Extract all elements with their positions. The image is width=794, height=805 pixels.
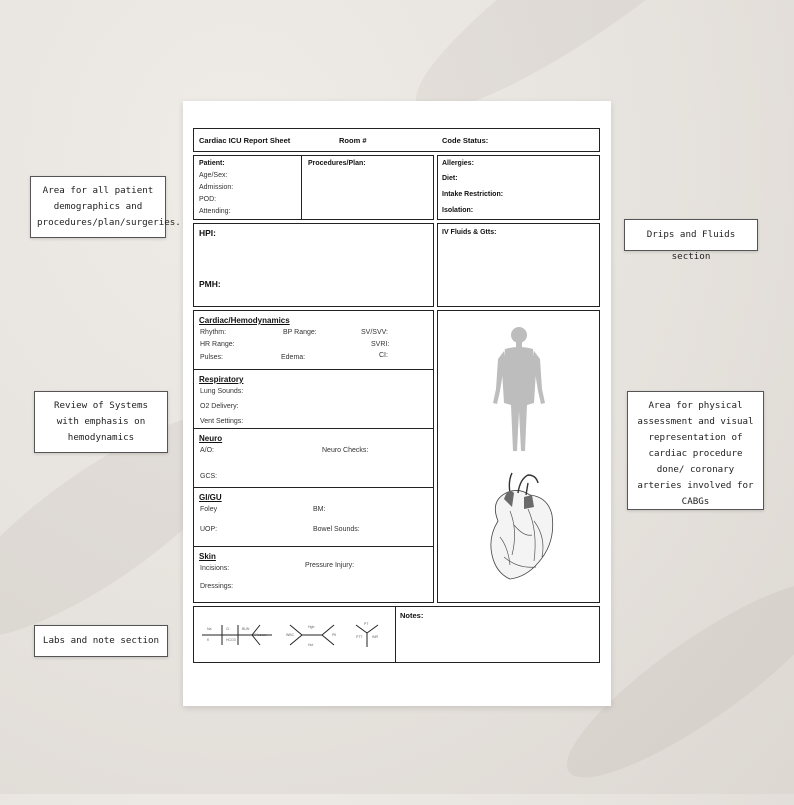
callout-demographics: Area for all patient demographics and procedures/plan/surgeries. (30, 176, 166, 238)
pmh-label: PMH: (199, 279, 221, 289)
code-status-label: Code Status: (442, 136, 489, 145)
foley-label: Foley (200, 506, 218, 513)
uop-label: UOP: (200, 526, 218, 533)
gcs-label: GCS: (200, 473, 218, 480)
header-box (193, 128, 600, 152)
bm-label: BM: (313, 506, 326, 513)
callout-review: Review of Systems with emphasis on hemodynamics (34, 391, 168, 453)
rhythm-label: Rhythm: (200, 329, 227, 336)
divider (194, 369, 433, 370)
lab-fishbone-icon (194, 607, 396, 662)
incisions-label: Incisions: (200, 565, 230, 572)
procedures-label: Procedures/Plan: (308, 160, 366, 167)
lab-wbc: WBC (286, 633, 295, 637)
divider (194, 487, 433, 488)
age-sex-label: Age/Sex: (199, 172, 228, 179)
hr-range-label: HR Range: (200, 341, 235, 348)
sv-svv-label: SV/SVV: (361, 329, 388, 336)
lab-plt: Plt (332, 633, 337, 637)
dressings-label: Dressings: (200, 583, 234, 590)
callout-labs: Labs and note section (34, 625, 168, 657)
vent-settings-label: Vent Settings: (200, 418, 244, 425)
bp-range-label: BP Range: (283, 329, 317, 336)
lab-inr: INR (372, 635, 379, 639)
divider (194, 546, 433, 547)
lab-glucose: Glucose (254, 633, 267, 637)
o2-delivery-label: O2 Delivery: (200, 403, 239, 410)
allergies-label: Allergies: (442, 160, 474, 167)
lab-na: Na (207, 627, 212, 631)
hpi-label: HPI: (199, 228, 216, 238)
patient-label: Patient: (199, 160, 225, 167)
bowel-sounds-label: Bowel Sounds: (313, 526, 360, 533)
gigu-title: GI/GU (199, 493, 222, 502)
labs-box (193, 606, 397, 663)
patient-divider (301, 156, 302, 219)
sheet-title: Cardiac ICU Report Sheet (199, 136, 291, 145)
edema-label: Edema: (281, 354, 306, 361)
callout-physical: Area for physical assessment and visual representation of cardiac procedure done/ coronary arteries involved for CABGs (627, 391, 764, 510)
ci-label: CI: (379, 352, 388, 359)
cardiac-title: Cardiac/Hemodynamics (199, 316, 290, 325)
divider (194, 428, 433, 429)
systems-box (193, 310, 434, 603)
attending-label: Attending: (199, 208, 231, 215)
lab-k: K (207, 638, 210, 642)
respiratory-title: Respiratory (199, 375, 244, 384)
intake-restriction-label: Intake Restriction: (442, 191, 504, 198)
lab-cl: Cl (226, 627, 230, 631)
patient-box (193, 155, 434, 220)
lab-pt: PT (364, 622, 369, 626)
ao-label: A/O: (200, 447, 215, 454)
notes-box (395, 606, 600, 663)
pulses-label: Pulses: (200, 354, 223, 361)
callout-drips: Drips and Fluids section (624, 219, 758, 251)
svri-label: SVRI: (371, 341, 390, 348)
notes-label: Notes: (400, 611, 424, 620)
diet-label: Diet: (442, 175, 458, 182)
pressure-injury-label: Pressure Injury: (305, 562, 355, 569)
admission-label: Admission: (199, 184, 234, 191)
allergies-box (437, 155, 600, 220)
neuro-title: Neuro (199, 434, 223, 443)
assessment-figure-box (437, 310, 600, 603)
room-label: Room # (339, 136, 367, 145)
lab-hct: Hct (308, 643, 314, 647)
isolation-label: Isolation: (442, 207, 474, 214)
heart-icon (438, 311, 599, 602)
iv-fluids-label: IV Fluids & Gtts: (442, 229, 497, 236)
lung-sounds-label: Lung Sounds: (200, 388, 244, 395)
lab-bun: BUN (242, 627, 250, 631)
iv-fluids-box (437, 223, 600, 307)
lab-ptt: PTT (356, 635, 363, 639)
skin-title: Skin (199, 552, 216, 561)
lab-hgb: Hgb (308, 625, 315, 629)
hpi-box (193, 223, 434, 307)
pod-label: POD: (199, 196, 217, 203)
lab-hco3: HCO3 (226, 638, 236, 642)
neuro-checks-label: Neuro Checks: (322, 447, 369, 454)
report-sheet (183, 101, 611, 706)
